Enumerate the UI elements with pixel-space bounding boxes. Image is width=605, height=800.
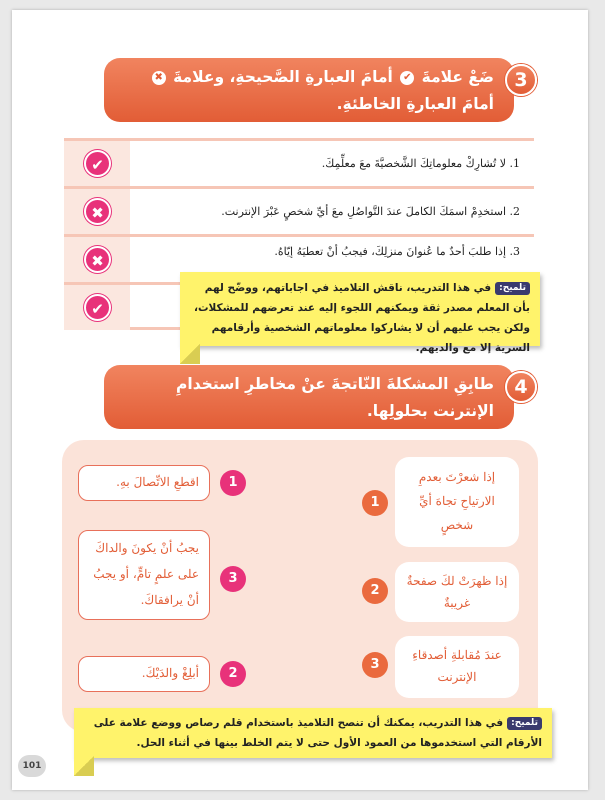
problem-card: إذا شعرْتَ بعدمِ الارتياحِ تجاهَ أيِّ شخصٍ (395, 457, 519, 547)
statement-text: 2. استخدِمْ اسمَكَ الكاملَ عندَ التَّواصُلِ معَ أيِّ شخصٍ عَبْرَ الإنترنت. (221, 205, 520, 218)
exercise3-number: 3 (505, 64, 537, 96)
answer-cell (64, 141, 130, 186)
solution-box: أبلِغْ والدَيْكَ. (78, 656, 210, 692)
statement-text: 3. إذا طلبَ أحدٌ ما عُنوانَ منزلِكَ، فيجبُ أنْ تعطيَهُ إيّاهُ. (274, 245, 520, 258)
tip-text: في هذا التدريب، ناقش التلاميذ في اجاباتهم، ووضّح لهم بأن المعلم مصدر ثقة ويمكنهم اللجوء إليه عند تعرضهم للمشكلات، ولكن يجب عليهم أن لا يشاركوا معلوماتهم الشخصية وأرقامهم السرية إلا مع والديهم. (193, 282, 530, 354)
note-fold (74, 756, 94, 776)
note-fold (180, 344, 200, 364)
tip-label: تلميح: (495, 282, 530, 295)
check-circle-icon: ✔ (84, 150, 111, 177)
problem-card: عندَ مُقابلةِ أصدقاءِ الإنترنت (395, 636, 519, 698)
solution-box: اقطعِ الاتِّصالَ بهِ. (78, 465, 210, 501)
teacher-tip-note (74, 708, 552, 758)
x-circle-icon: ✖ (152, 71, 166, 85)
answer-cell (64, 285, 130, 330)
exercise4-instruction: طابِقِ المشكلةَ النّاتجةَ عنْ مخاطرِ استخدامِ الإنترنت بحلولِها. (104, 365, 514, 429)
x-circle-icon: ✖ (84, 246, 111, 273)
problem-number: 3 (362, 652, 388, 678)
page-number: 101 (18, 755, 46, 777)
solution-answer-number: 3 (220, 566, 246, 592)
answer-cell (64, 189, 130, 234)
answer-cell (64, 237, 130, 282)
statement-row (64, 186, 534, 234)
problem-number: 2 (362, 578, 388, 604)
statement-text: 1. لا تُشارِكْ معلوماتِكَ الشَّخصيَّةَ معَ معلِّمِكَ. (321, 157, 520, 170)
check-circle-icon: ✔ (84, 294, 111, 321)
x-circle-icon: ✖ (84, 198, 111, 225)
problem-card: إذا ظهرَتْ لكَ صفحةٌ غريبةٌ (395, 562, 519, 622)
check-circle-icon: ✔ (400, 71, 414, 85)
tip-label: تلميح: (507, 717, 542, 730)
solution-answer-number: 1 (220, 470, 246, 496)
problem-number: 1 (362, 490, 388, 516)
exercise3-instruction: ضَعْ علامةَ ✔ أمامَ العبارةِ الصَّحيحةِ، وعلامةَ ✖ أمامَ العبارةِ الخاطئةِ. (104, 58, 514, 122)
teacher-tip-note (180, 272, 540, 354)
worksheet-page (12, 10, 588, 790)
tip-text: في هذا التدريب، يمكنك أن تنصح التلاميذ باستخدام قلم رصاص ووضع علامة على الأرقام التي استخدموها من العمود الأول حتى لا يتم الخلط بينها في أثناء الحل. (93, 717, 542, 749)
solution-box: يجبُ أنْ يكونَ والداكَ على علمٍ تامٍّ، أو يجبُ أنْ يرافقاكَ. (78, 530, 210, 620)
solution-answer-number: 2 (220, 661, 246, 687)
statement-row (64, 138, 534, 186)
exercise4-number: 4 (505, 371, 537, 403)
